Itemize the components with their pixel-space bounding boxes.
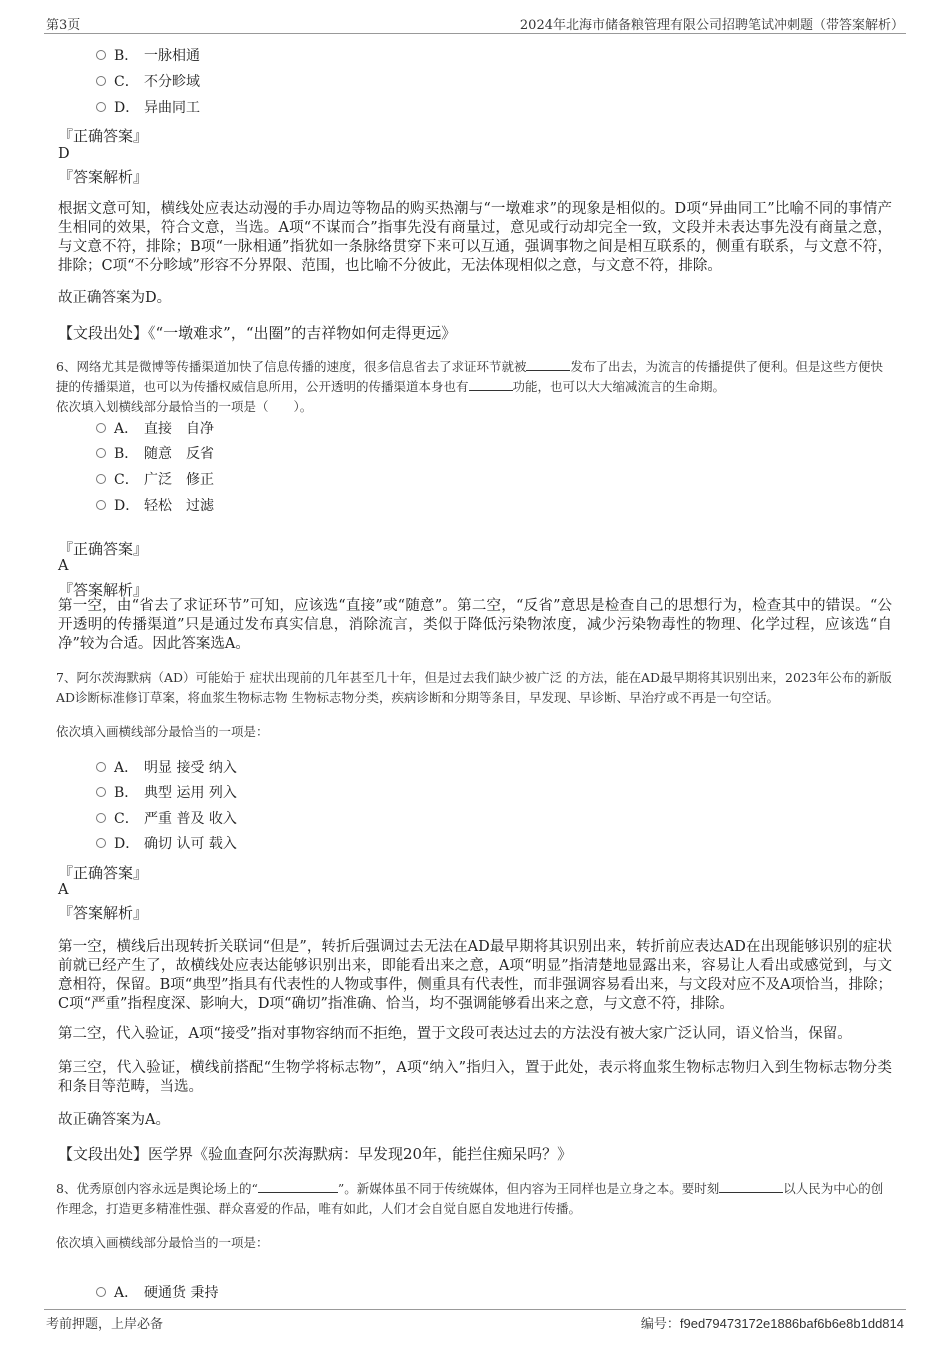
blank-line [526, 357, 570, 371]
q5-answer: D [58, 146, 70, 162]
q5-correct-answer-label: 『正确答案』 [58, 127, 149, 145]
q7-option-c[interactable]: C． 严重 普及 收入 [96, 809, 237, 829]
q7-answer: A [58, 882, 69, 898]
radio-icon[interactable] [96, 787, 106, 797]
blank-line [719, 1179, 783, 1193]
q6-answer: A [58, 558, 69, 574]
radio-icon[interactable] [96, 1287, 106, 1297]
q7-analysis-2: 第二空，代入验证，A项“接受”指对事物容纳而不拒绝，置于文段可表达过去的方法没有被大家广泛认同，语义恰当，保留。 [58, 1026, 852, 1042]
q5-option-c[interactable]: C． 不分畛域 [96, 72, 200, 92]
page-number: 第3页 [46, 18, 81, 33]
radio-icon[interactable] [96, 762, 106, 772]
radio-icon[interactable] [96, 448, 106, 458]
q7-analysis-3: 第三空，代入验证，横线前搭配“生物学将标志物”，A项“纳入”指归入，置于此处，表示将血浆生物标志物归入到生物标志物分类和条目等范畴，当选。 [58, 1060, 892, 1095]
radio-icon[interactable] [96, 474, 106, 484]
footer-code: 编号：f9ed79473172e1886baf6b6e8b1dd814 [640, 1316, 904, 1332]
q7-option-d[interactable]: D． 确切 认可 载入 [96, 834, 237, 854]
blank-line [469, 377, 513, 391]
q6-option-c[interactable]: C． 广泛 修正 [96, 470, 214, 490]
q6-analysis-label: 『答案解析』 [58, 581, 149, 599]
radio-icon[interactable] [96, 813, 106, 823]
header-divider [44, 33, 906, 34]
radio-icon[interactable] [96, 76, 106, 86]
q7-source: 【文段出处】医学界《验血查阿尔茨海默病：早发现20年，能拦住痴呆吗？》 [58, 1145, 573, 1163]
q6-option-d[interactable]: D． 轻松 过滤 [96, 496, 214, 516]
q7-option-a[interactable]: A． 明显 接受 纳入 [96, 758, 237, 778]
radio-icon[interactable] [96, 423, 106, 433]
q7-analysis-1: 第一空，横线后出现转折关联词“但是”，转折后强调过去无法在AD最早期将其识别出来，转折前应表达AD在出现能够识别的症状前就已经产生了，故横线处应表达能够识别出来，即能看出来之意，A项“明显”指清楚地显露出来，容易让人看出或感觉到，与文意相符，保留。B项“典型”指具有代表性的人物或事件，侧重具有代表性，而非强调容易看出来，与文段对应不及A项恰当，排除；C项“严重”指程度深、影响大，D项“确切”指准确、恰当，均不强调能够看出来之意，与文意不符，排除。 [58, 939, 892, 1012]
document-title: 2024年北海市储备粮管理有限公司招聘笔试冲刺题（带答案解析） [519, 18, 904, 33]
q7-prompt: 依次填入画横线部分最恰当的一项是： [56, 724, 269, 739]
q6-question: 6、网络尤其是微博等传播渠道加快了信息传播的速度，很多信息省去了求证环节就被 发布了出去，为流言的传播提供了便利。但是这些方便快捷的传播渠道，也可以为传播权威信息所用，公开透明的传播渠道本身也有 功能，也可以大大缩减流言的生命期。 [56, 359, 883, 394]
radio-icon[interactable] [96, 500, 106, 510]
q5-analysis: 根据文意可知，横线处应表达动漫的手办周边等物品的购买热潮与“一墩难求”的现象是相似的。D项“异曲同工”比喻不同的事情产生相同的效果，符合文意，当选。A项“不谋而合”指事先没有商量过，意见或行动却完全一致，文段并未表达事先没有商量之意，与文意不符，排除；B项“一脉相通”指犹如一条脉络贯穿下来可以互通，强调事物之间是相互联系的，侧重有联系，与文意不符，排除；C项“不分畛域”形容不分界限、范围，也比喻不分彼此，无法体现相似之意，与文意不符，排除。 [58, 201, 892, 274]
q6-option-a[interactable]: A． 直接 自净 [96, 419, 214, 439]
radio-icon[interactable] [96, 50, 106, 60]
q5-conclusion: 故正确答案为D。 [58, 290, 172, 306]
q5-option-d[interactable]: D． 异曲同工 [96, 98, 200, 118]
footer-slogan: 考前押题，上岸必备 [46, 1317, 164, 1332]
footer-divider [44, 1309, 906, 1310]
q5-option-b[interactable]: B． 一脉相通 [96, 46, 200, 66]
q7-correct-answer-label: 『正确答案』 [58, 864, 149, 882]
q7-conclusion: 故正确答案为A。 [58, 1112, 170, 1128]
q8-prompt: 依次填入画横线部分最恰当的一项是： [56, 1235, 269, 1250]
radio-icon[interactable] [96, 838, 106, 848]
q7-option-b[interactable]: B． 典型 运用 列入 [96, 783, 237, 803]
q6-prompt: 依次填入划横线部分最恰当的一项是（ ）。 [56, 399, 313, 414]
q7-analysis-label: 『答案解析』 [58, 904, 149, 922]
radio-icon[interactable] [96, 102, 106, 112]
q8-question: 8、优秀原创内容永远是舆论场上的“ ”。新媒体虽不同于传统媒体，但内容为王同样也是立身之本。要时刻 以人民为中心的创作理念，打造更多精准性强、群众喜爱的作品，唯有如此，人们才会自觉自愿自发地进行传播。 [56, 1181, 884, 1216]
q6-correct-answer-label: 『正确答案』 [58, 540, 149, 558]
q6-analysis: 第一空，由“省去了求证环节”可知，应该选“直接”或“随意”。第二空，“反省”意思是检查自己的思想行为，检查其中的错误。“公开透明的传播渠道”只是通过发布真实信息，消除流言，类似于降低污染物浓度，减少污染物毒性的物理、化学过程，应该选“自净”较为合适。因此答案选A。 [58, 598, 892, 652]
q5-analysis-label: 『答案解析』 [58, 168, 149, 186]
blank-line [258, 1179, 338, 1193]
q5-source: 【文段出处】《“一墩难求”，“出圈”的吉祥物如何走得更远》 [58, 324, 457, 342]
q6-option-b[interactable]: B． 随意 反省 [96, 444, 214, 464]
q8-option-a[interactable]: A． 硬通货 秉持 [96, 1283, 218, 1303]
q7-question: 7、阿尔茨海默病（AD）可能始于 症状出现前的几年甚至几十年，但是过去我们缺少被广泛 的方法，能在AD最早期将其识别出来，2023年公布的新版AD诊断标准修订草案，将血浆生物标志物 生物标志物分类，疾病诊断和分期等条目，早发现、早诊断、早治疗或不再是一句空话。 [56, 670, 892, 705]
